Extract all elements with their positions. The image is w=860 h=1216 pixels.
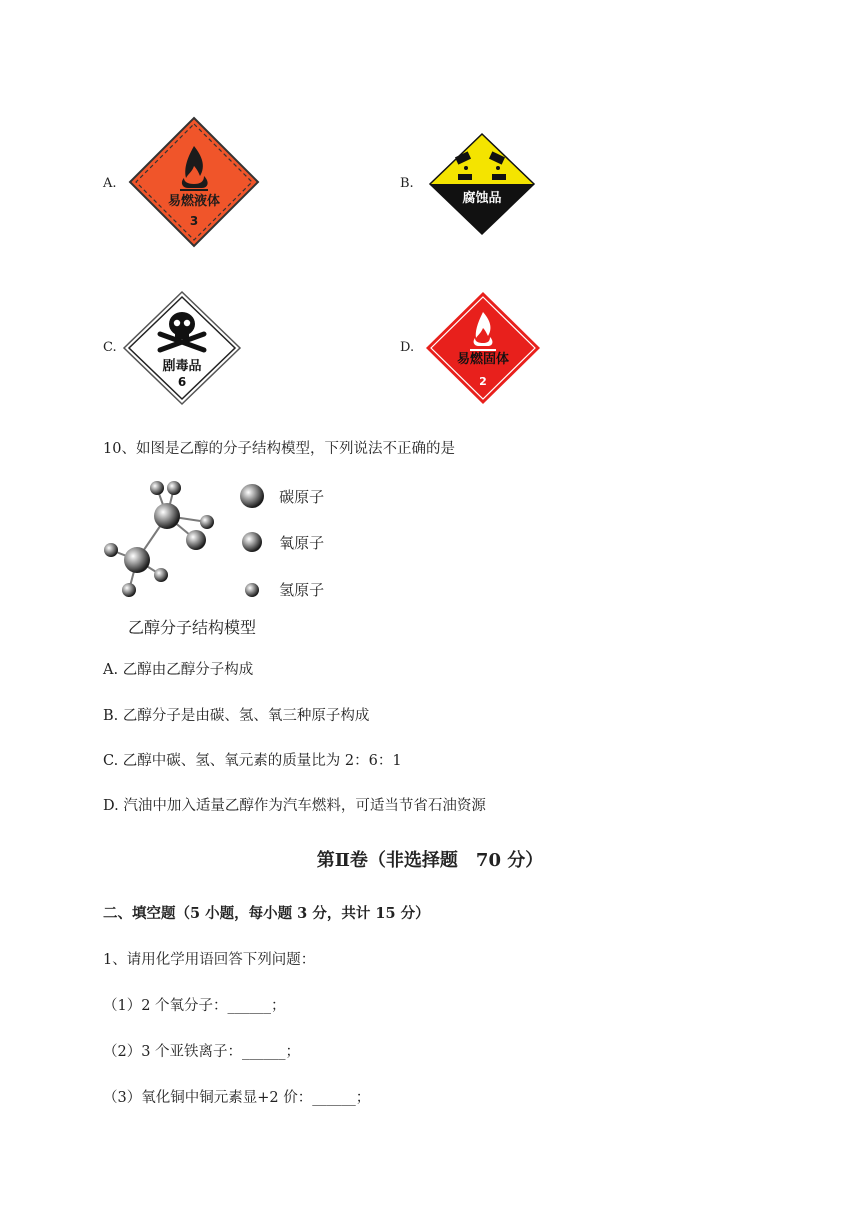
q1-item-3: （3）氧化铜中铜元素显+2 价：______；: [103, 1090, 371, 1106]
sign-a-number: 3: [189, 214, 199, 228]
sign-b-label: 腐蚀品: [462, 191, 502, 206]
legend-hydrogen: [243, 579, 324, 600]
q1-stem: 1、请用化学用语回答下列问题：: [103, 952, 316, 968]
option-a-letter: A.: [103, 176, 117, 191]
q1-item-2: （2）3 个亚铁离子：______；: [103, 1044, 301, 1060]
option-b-letter: B.: [400, 176, 414, 191]
legend-carbon-label: 碳原子: [279, 487, 325, 506]
sign-d-label: 易燃固体: [456, 352, 510, 367]
legend-hydrogen-label: 氢原子: [279, 581, 325, 599]
molecule-caption: 乙醇分子结构模型: [128, 618, 257, 637]
q10-stem: 10、如图是乙醇的分子结构模型，下列说法不正确的是: [103, 441, 455, 457]
q1-item-1: （1）2 个氧分子：______；: [103, 998, 286, 1014]
q10-option-c: C. 乙醇中碳、氢、氧元素的质量比为 2：6：1: [103, 753, 402, 769]
legend-oxygen-label: 氧原子: [279, 533, 325, 552]
sign-d-number: 2: [479, 375, 487, 388]
q10-option-d: D. 汽油中加入适量乙醇作为汽车燃料，可适当节省石油资源: [103, 798, 486, 814]
flammable-solid-sign: [424, 290, 542, 406]
part-title: 二、填空题（5 小题，每小题 3 分，共计 15 分）: [103, 905, 430, 922]
corrosive-sign: [428, 132, 536, 236]
sign-c-number: 6: [177, 375, 187, 389]
option-c-letter: C.: [103, 340, 117, 355]
flammable-liquid-sign: [128, 116, 260, 248]
option-d-letter: D.: [400, 340, 415, 355]
q10-option-b: B. 乙醇分子是由碳、氢、氧三种原子构成: [103, 708, 370, 724]
legend-oxygen: [240, 530, 324, 554]
sign-a-label: 易燃液体: [167, 194, 221, 209]
ethanol-molecule-model: [100, 472, 230, 606]
section-title: 第Ⅱ卷（非选择题 70 分）: [316, 850, 544, 871]
sign-c-label: 剧毒品: [162, 359, 202, 374]
legend-carbon: [238, 482, 324, 510]
q10-option-a: A. 乙醇由乙醇分子构成: [103, 662, 254, 678]
toxic-sign: [122, 290, 242, 406]
